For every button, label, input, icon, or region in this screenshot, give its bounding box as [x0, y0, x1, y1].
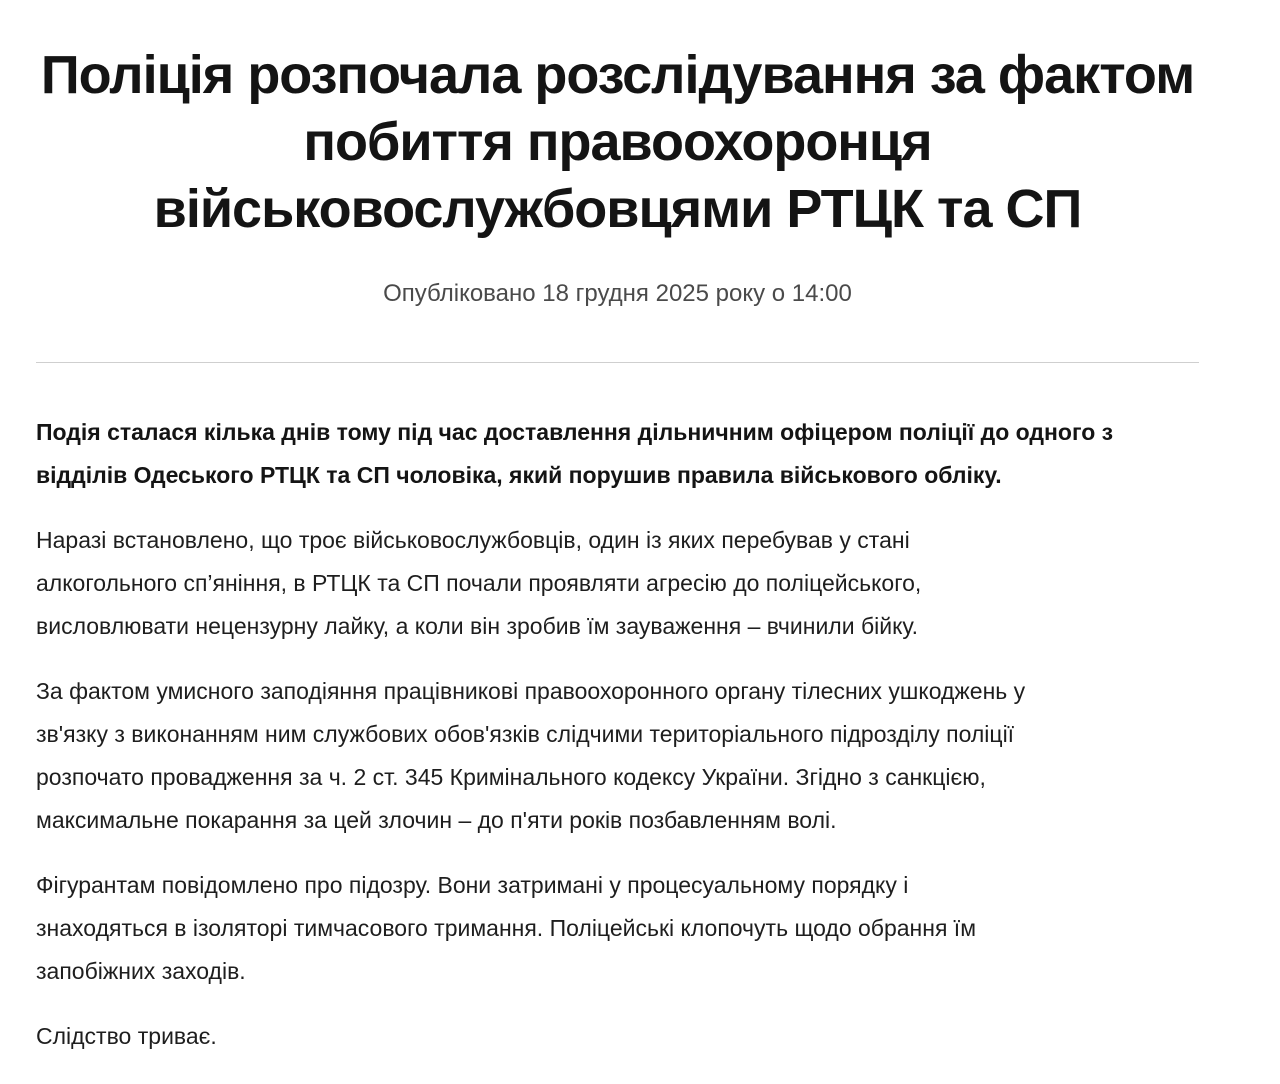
paragraph-line: запобіжних заходів. [36, 958, 246, 984]
divider [36, 362, 1199, 363]
lead-line: Подія сталася кілька днів тому під час доставлення дільничним офіцером поліції до одного з [36, 419, 1114, 445]
paragraph-line: висловлювати нецензурну лайку, а коли він зробив їм зауваження – вчинили бійку. [36, 613, 919, 639]
article-title-line: Поліція розпочала розслідування за фактом [40, 45, 1195, 105]
lead-paragraph [36, 411, 1199, 497]
article [36, 0, 1199, 1058]
lead-line: відділів Одеського РТЦК та СП чоловіка, який порушив правила військового обліку. [36, 462, 1002, 488]
body-paragraph-2 [36, 670, 1199, 842]
paragraph-line: Фігурантам повідомлено про підозру. Вони затримані у процесуальному порядку і [36, 872, 909, 898]
article-title [36, 0, 1199, 243]
paragraph-line: Наразі встановлено, що троє військовослужбовців, один із яких перебував у стані [36, 527, 910, 553]
body-paragraph-4 [36, 1015, 1199, 1058]
paragraph-line: Слідство триває. [36, 1023, 217, 1049]
paragraph-line: зв'язку з виконанням ним службових обов'язків слідчими територіального підрозділу поліції [36, 721, 1015, 747]
body-paragraph-1 [36, 519, 1199, 648]
article-title-line: побиття правоохоронця [303, 112, 932, 172]
body-paragraph-3 [36, 864, 1199, 993]
paragraph-line: За фактом умисного заподіяння працівникові правоохоронного органу тілесних ушкоджень у [36, 678, 1026, 704]
paragraph-line: максимальне покарання за цей злочин – до п'яти років позбавленням волі. [36, 807, 837, 833]
paragraph-line: алкогольного сп’яніння, в РТЦК та СП почали проявляти агресію до поліцейського, [36, 570, 922, 596]
publish-date: Опубліковано 18 грудня 2025 року о 14:00 [383, 280, 852, 307]
paragraph-line: розпочато провадження за ч. 2 ст. 345 Кримінального кодексу України. Згідно з санкцією, [36, 764, 986, 790]
article-title-line: військовослужбовцями РТЦК та СП [153, 179, 1082, 239]
paragraph-line: знаходяться в ізоляторі тимчасового тримання. Поліцейські клопочуть щодо обрання їм [36, 915, 977, 941]
